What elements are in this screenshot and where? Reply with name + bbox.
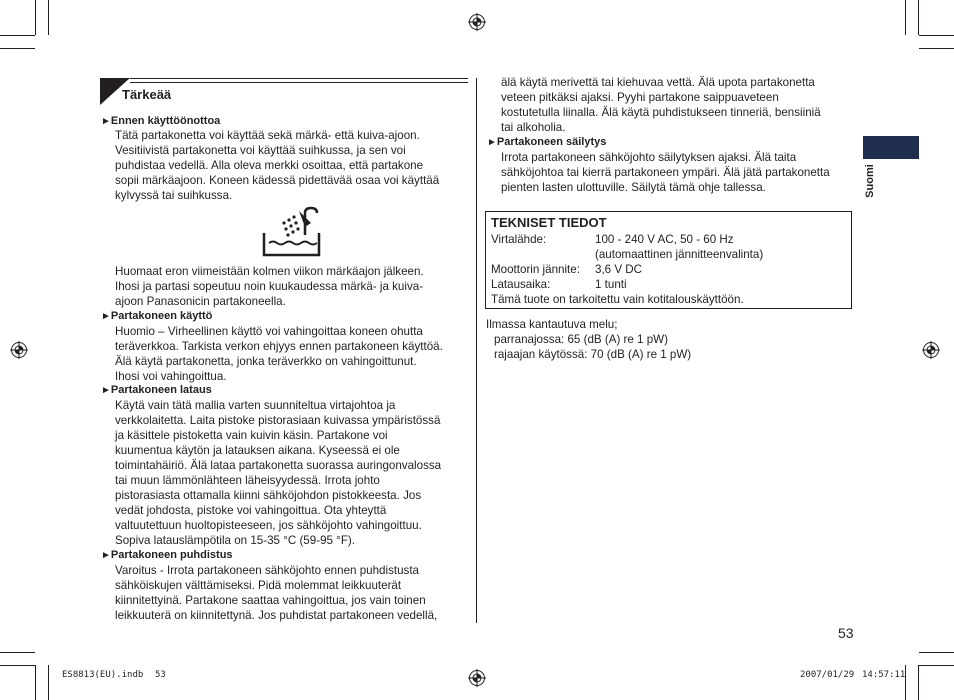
crop-mark	[48, 665, 49, 700]
registration-mark-icon	[468, 669, 486, 687]
spec-label: Moottorin jännite:	[491, 263, 580, 276]
subheading: ►Partakoneen käyttö	[101, 310, 213, 322]
body-line: ajoon Panasonicin partakoneella.	[115, 295, 286, 308]
body-line: Ihosi ja partasi sopeutuu noin kuukaudessa märkä- ja kuiva-	[115, 280, 424, 293]
spec-label: Latausaika:	[491, 278, 551, 291]
body-line: Huomio – Virheellinen käyttö voi vahingoittaa koneen ohutta	[115, 325, 423, 338]
registration-mark-icon	[10, 341, 28, 359]
body-line: Tätä partakonetta voi käyttää sekä märkä- että kuiva-ajoon.	[115, 129, 420, 142]
crop-mark	[905, 0, 906, 35]
specs-title: TEKNISET TIEDOT	[491, 215, 607, 230]
crop-mark	[919, 665, 954, 666]
subheading: ►Partakoneen säilytys	[487, 136, 607, 148]
crop-mark	[0, 652, 35, 653]
body-line: teräverkkoa. Tarkista verkon ehjyys ennen partakoneen käyttöä.	[115, 340, 443, 353]
crop-mark	[35, 665, 36, 700]
body-line: toimintahäiriö. Älä lataa partakonetta suorassa auringonvalossa	[115, 459, 442, 472]
column-divider	[476, 78, 477, 623]
body-line: älä käytä merivettä tai kiehuvaa vettä. Älä upota partakonetta	[501, 76, 815, 89]
body-line: sähköiskujen välttämiseksi. Pidä molemmat leikkuuterät	[115, 579, 402, 592]
body-line: kylvyssä tai suihkussa.	[115, 189, 233, 202]
spec-value: 1 tunti	[595, 278, 627, 291]
footer-time: 14:57:11	[862, 670, 906, 680]
header-rule	[130, 78, 468, 79]
subheading: ►Partakoneen puhdistus	[101, 549, 233, 561]
body-line: Älä käytä partakonetta, jonka teräverkko on vahingoittunut.	[115, 355, 417, 368]
spec-value: (automaattinen jännitteenvalinta)	[595, 248, 764, 261]
body-line: Huomaat eron viimeistään kolmen viikon märkäajon jälkeen.	[115, 265, 424, 278]
body-line: kostutetulla liinalla. Älä käytä puhdistukseen tinneriä, bensiiniä	[501, 106, 821, 119]
arrow-triangle-icon: ►	[487, 137, 497, 148]
crop-mark	[919, 652, 954, 653]
body-line: Sopiva latauslämpötila on 15-35 °C (59-95 °F).	[115, 534, 355, 547]
registration-mark-icon	[468, 13, 486, 31]
body-line: sopii märkäajoon. Koneen kädessä pidettävää osaa voi käyttää	[115, 174, 440, 187]
body-line: kiinnitettyinä. Partakone saattaa vahingoittua, jos vain toinen	[115, 594, 426, 607]
body-line: kuumentua käytön ja latauksen aikana. Kyseessä ei ole	[115, 444, 400, 457]
crop-mark	[0, 665, 35, 666]
crop-mark	[919, 35, 954, 36]
crop-mark	[919, 48, 954, 49]
body-line: vedät johdosta, pistoke voi vahingoittua. Ota yhteyttä	[115, 504, 387, 517]
arrow-triangle-icon: ►	[101, 385, 111, 396]
body-line: valtuutettuun huoltopisteeseen, jos sähköjohto vahingoittuu.	[115, 519, 422, 532]
spec-note: Tämä tuote on tarkoitettu vain kotitalouskäyttöön.	[491, 293, 744, 306]
body-line: Irrota partakoneen sähköjohto säilytyksen ajaksi. Älä taita	[501, 151, 797, 164]
crop-mark	[918, 0, 919, 35]
body-line: Vesitiivistä partakonetta voi käyttää suihkussa, ja sen voi	[115, 144, 406, 157]
body-line: ja käsittele pistoketta vain kuivin käsin. Partakone voi	[115, 429, 388, 442]
body-line: tai muun lämmönlähteen läheisyydessä. Irrota johto	[115, 474, 380, 487]
header-rule	[130, 82, 468, 83]
language-tab	[863, 136, 919, 159]
spec-label: Virtalähde:	[491, 233, 547, 246]
crop-mark	[918, 665, 919, 700]
footer-file: ES8813(EU).indb	[62, 670, 144, 680]
body-line: Ihosi voi vahingoittua.	[115, 370, 227, 383]
crop-mark	[35, 0, 36, 35]
page-number: 53	[838, 625, 854, 641]
body-line: Varoitus - Irrota partakoneen sähköjohto ennen puhdistusta	[115, 564, 419, 577]
footer-date: 2007/01/29	[800, 670, 855, 680]
body-line: sähköjohtoa tai kierrä partakoneen ympäri. Älä jätä partakonetta	[501, 166, 830, 179]
body-line: leikkuuterä on kiinnitettynä. Jos puhdistat partakoneen vedellä,	[115, 609, 438, 622]
body-line: pienten lasten ulottuville. Säilytä tämä ohje tallessa.	[501, 181, 766, 194]
crop-mark	[48, 0, 49, 35]
arrow-triangle-icon: ►	[101, 311, 111, 322]
arrow-triangle-icon: ►	[101, 116, 111, 127]
shower-bath-icon	[261, 205, 323, 259]
arrow-triangle-icon: ►	[101, 550, 111, 561]
noise-line: rajaajan käytössä: 70 (dB (A) re 1 pW)	[494, 348, 692, 361]
body-line: tai alkoholia.	[501, 121, 566, 134]
body-line: veteen pitkäksi ajaksi. Pyyhi partakone saippuaveteen	[501, 91, 779, 104]
spec-value: 3,6 V DC	[595, 263, 643, 276]
body-line: puhdistaa vedellä. Alla oleva merkki osoittaa, että partakone	[115, 159, 424, 172]
body-line: Käytä vain tätä mallia varten suunniteltua virtajohtoa ja	[115, 399, 396, 412]
body-line: verkkolaitetta. Laita pistoke pistorasiaan kuivassa ympäristössä	[115, 414, 441, 427]
noise-title: Ilmassa kantautuva melu;	[486, 318, 618, 331]
crop-mark	[0, 35, 35, 36]
subheading: ►Ennen käyttöönottoa	[101, 115, 221, 127]
language-label: Suomi	[864, 164, 876, 198]
footer-page: 53	[155, 670, 166, 680]
body-line: pistorasiasta ottamalla kiinni sähköjohdon pistokkeesta. Jos	[115, 489, 422, 502]
section-title: Tärkeää	[122, 87, 172, 102]
noise-line: parranajossa: 65 (dB (A) re 1 pW)	[494, 333, 668, 346]
spec-value: 100 - 240 V AC, 50 - 60 Hz	[595, 233, 734, 246]
crop-mark	[0, 48, 35, 49]
subheading: ►Partakoneen lataus	[101, 384, 212, 396]
registration-mark-icon	[922, 341, 940, 359]
